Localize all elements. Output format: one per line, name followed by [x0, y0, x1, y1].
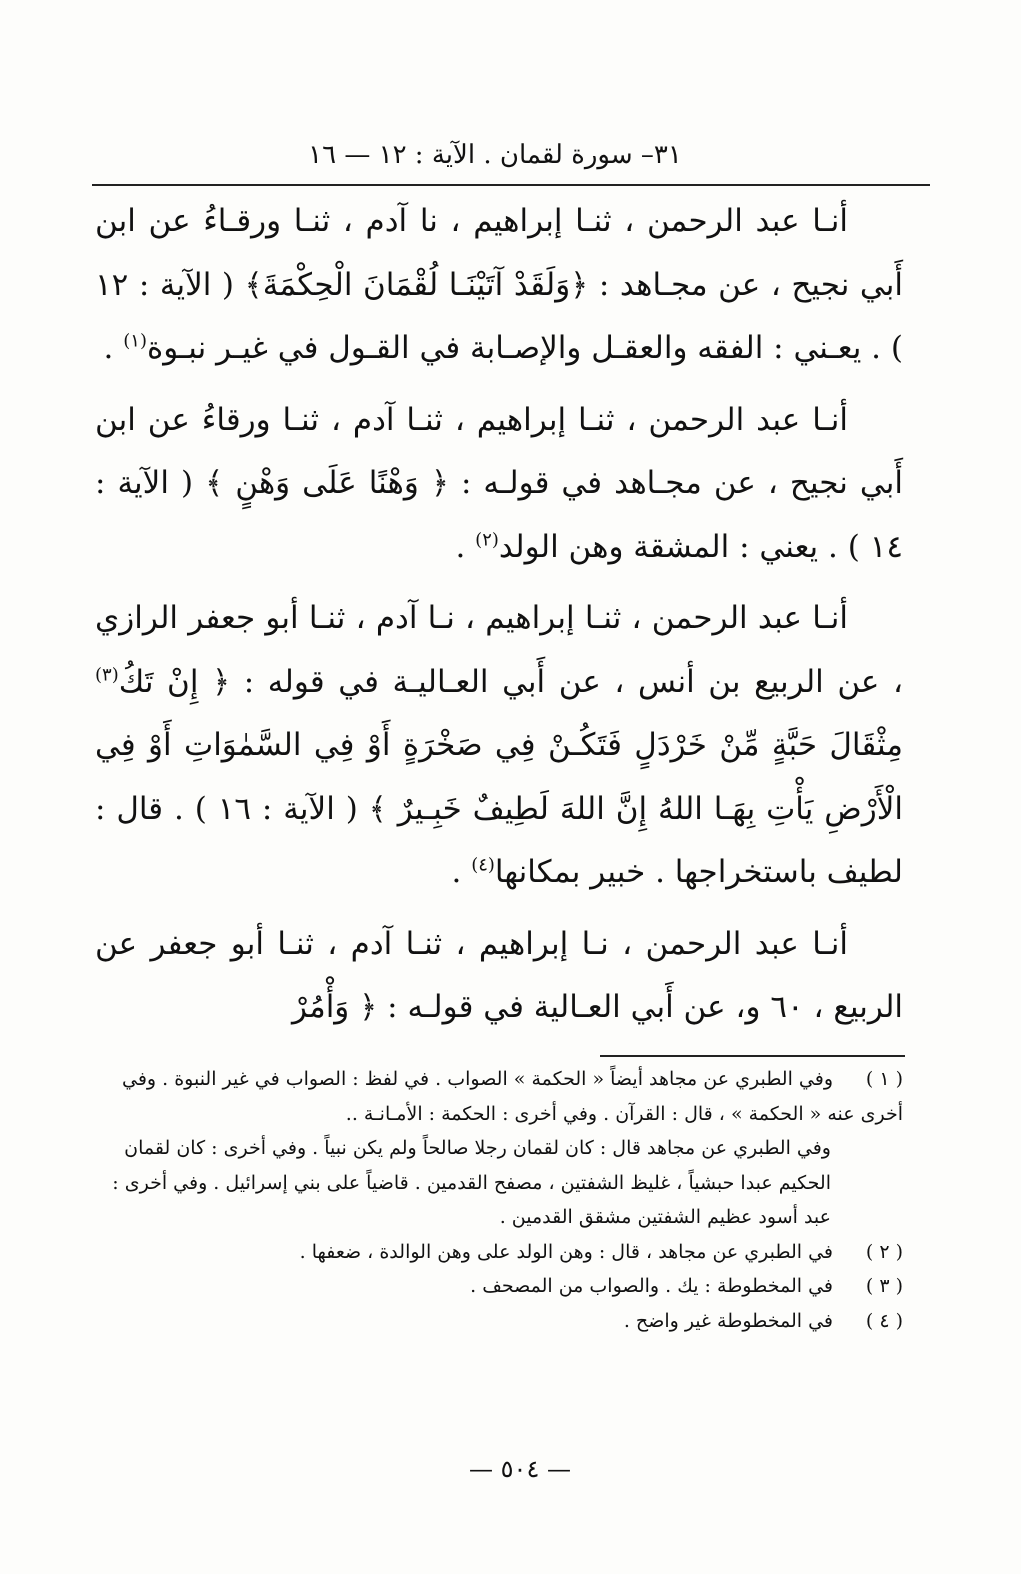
page-number: — ٥٠٤ —: [469, 1455, 571, 1483]
footnote-4: [95, 1304, 903, 1339]
footnote-number: ( ٤ ): [865, 1309, 903, 1332]
footnote-text: في المخطوطة : يك . والصواب من المصحف .: [470, 1275, 833, 1297]
footnote-1-continued: [95, 1131, 903, 1235]
footnote-ref: (٣): [95, 664, 119, 686]
paragraph-text: أنـا عبد الرحمن ، نـا إبراهيم ، ثنـا آدم ، ثنـا أبو جعفر عن الربيع ، ٦٠ و، عن أَبي العـالية في قولـه : ﴿ وَأْمُرْ: [95, 925, 903, 1025]
footnote-2: [95, 1235, 903, 1270]
paragraph-3: [95, 587, 903, 905]
footnote-rule: [600, 1055, 905, 1057]
footnote-1: [95, 1062, 903, 1131]
header-rule: [92, 184, 930, 186]
footnote-3: [95, 1269, 903, 1304]
paragraph-2: [95, 389, 903, 580]
footnote-ref: (٢): [475, 529, 499, 551]
footnote-ref: (٤): [471, 854, 495, 876]
footnote-text: وفي الطبري عن مجاهد قال : كان لقمان رجلا صالحاً ولم يكن نبياً . وفي أخرى : كان لقمان الحكيم عبدا حبشياً ، غليظ الشفتين ، مصفح القدمين . قاضياً على بني إسرائيل . وفي أخرى : عبد أسود عظيم الشفتين مشقق القدمين .: [112, 1137, 831, 1228]
paragraph-tail: .: [103, 330, 124, 366]
paragraph-tail: .: [455, 528, 476, 565]
paragraph-tail: مِثْقَالَ حَبَّةٍ مِّنْ خَرْدَلٍ فَتَكُـنْ فِي صَخْرَةٍ أَوْ فِي السَّمٰوَاتِ أَوْ فِي الْأَرْضِ يَأْتِ بِهَـا اللهُ إِنَّ اللهَ لَطِيفٌ خَبِـيرٌ ﴾ ( الآية : ١٦ ) . قال : لطيف باستخراجها . خبير بمكانها: [95, 727, 903, 890]
paragraph-text: أنـا عبد الرحمن ، ثنـا إبراهيم ، نـا آدم ، ثنـا أبو جعفر الرازي ، عن الربيع بن أنس ، عن أَبي العـاليـة في قوله : ﴿ إِنْ تَكُ: [95, 600, 903, 700]
footnotes: [95, 1062, 903, 1338]
main-text: [95, 190, 903, 1040]
paragraph-text: أنـا عبد الرحمن ، ثنـا إبراهيم ، نا آدم ، ثنـا ورقـاءُ عن ابن أَبي نجيح ، عن مجـاهد : ﴿وَلَقَدْ آتَيْنَـا لُقْمَانَ الْحِكْمَةَ﴾ ( الآية : ١٢ ) . يعـني : الفقه والعقـل والإصـابة في القـول في غيـر نبـوة: [95, 203, 903, 366]
paragraph-4: [95, 913, 903, 1040]
paragraph-text: أنـا عبد الرحمن ، ثنـا إبراهيم ، ثنـا آدم ، ثنـا ورقاءُ عن ابن أَبي نجيح ، عن مجـاهد في قولـه : ﴿ وَهْنًا عَلَى وَهْنٍ ﴾ ( الآية : ١٤ ) . يعني : المشقة وهن الولد: [95, 401, 903, 565]
footnote-text: وفي الطبري عن مجاهد أيضاً « الحكمة » الصواب . في لفظ : الصواب في غير النبوة . وفي أخرى عنه « الحكمة » ، قال : القرآن . وفي أخرى : الحكمة : الأمـانـة ..: [121, 1068, 903, 1125]
footnote-number: ( ١ ): [865, 1068, 903, 1090]
running-header: ٣١– سورة لقمان . الآية : ١٢ — ١٦: [308, 140, 682, 170]
footnote-text: في المخطوطة غير واضح .: [623, 1309, 833, 1332]
footnote-ref: (١): [123, 330, 147, 352]
paragraph-tail: .: [451, 854, 472, 890]
footnote-number: ( ٢ ): [865, 1240, 903, 1263]
footnote-text: في الطبري عن مجاهد ، قال : وهن الولد على وهن الوالدة ، ضعفها .: [299, 1240, 833, 1263]
footnote-number: ( ٣ ): [865, 1275, 903, 1297]
paragraph-1: [95, 190, 903, 381]
